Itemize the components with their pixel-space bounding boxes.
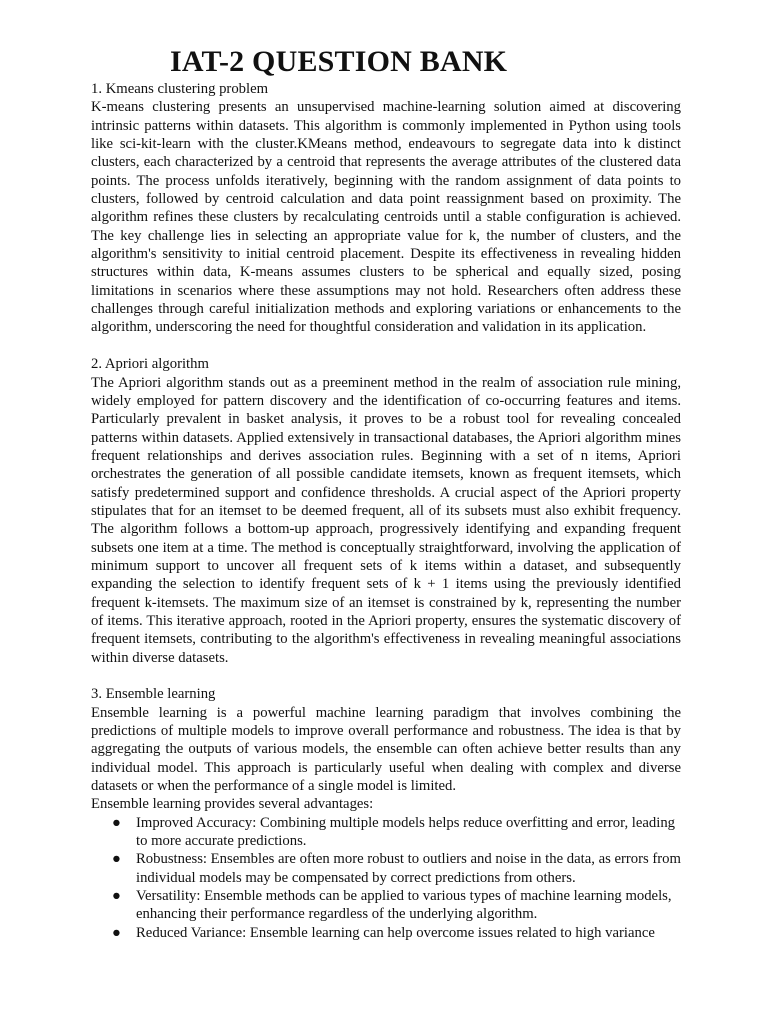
bullet-icon: ● bbox=[112, 851, 121, 868]
list-item bbox=[91, 850, 681, 887]
list-item bbox=[91, 887, 681, 924]
list-item bbox=[91, 924, 681, 942]
list-item-text: Robustness: Ensembles are often more robust to outliers and noise in the data, as errors from individual models may be compensated by correct predictions from others. bbox=[136, 851, 681, 886]
spacer bbox=[91, 337, 681, 355]
page-title: IAT-2 QUESTION BANK bbox=[170, 45, 508, 78]
list-item-text: Versatility: Ensemble methods can be applied to various types of machine learning models, enhancing their performance regardless of the underlying algorithm. bbox=[136, 888, 672, 923]
advantages-list bbox=[91, 814, 681, 942]
section-paragraph: Ensemble learning is a powerful machine learning paradigm that involves combining the predictions of multiple models to improve overall performance and robustness. The idea is that by aggregating the outputs of various models, the ensemble can often achieve better results than any individual model. This approach is particularly useful when dealing with complex and diverse datasets or when the performance of a single model is limited. bbox=[91, 704, 681, 795]
spacer bbox=[91, 667, 681, 685]
bullet-icon: ● bbox=[112, 814, 121, 831]
advantages-intro: Ensemble learning provides several advantages: bbox=[91, 796, 374, 813]
section-paragraph: K-means clustering presents an unsupervised machine-learning solution aimed at discovering intrinsic patterns within datasets. This algorithm is commonly implemented in Python using tools like sci-kit-learn with the cluster.KMeans method, endeavours to segregate data into k distinct clusters, each characterized by a centroid that represents the average attributes of the clustered data points. The process unfolds iteratively, beginning with the random assignment of data points to clusters, followed by centroid calculation and data point reassignment based on proximity. The algorithm refines these clusters by recalculating centroids until a stable configuration is achieved. The key challenge lies in selecting an appropriate value for k, the number of clusters, and the algorithm's sensitivity to initial centroid placement. Despite its effectiveness in revealing hidden structures within data, K-means assumes clusters to be spherical and equally sized, posing limitations in scenarios where these assumptions may not hold. Researchers often address these challenges through careful initialization methods and exploring variations or enhancements to the algorithm, underscoring the need for thoughtful consideration and validation in its application. bbox=[91, 99, 681, 336]
section-ensemble bbox=[91, 685, 681, 942]
section-kmeans bbox=[91, 80, 681, 337]
section-heading: 3. Ensemble learning bbox=[91, 686, 216, 703]
section-apriori bbox=[91, 355, 681, 667]
list-item bbox=[91, 814, 681, 851]
list-item-text: Reduced Variance: Ensemble learning can help overcome issues related to high variance bbox=[136, 924, 655, 941]
bullet-icon: ● bbox=[112, 924, 121, 941]
section-heading: 2. Apriori algorithm bbox=[91, 356, 209, 373]
section-heading: 1. Kmeans clustering problem bbox=[91, 81, 269, 97]
document-body bbox=[91, 80, 681, 942]
bullet-icon: ● bbox=[112, 888, 121, 905]
section-paragraph: The Apriori algorithm stands out as a preeminent method in the realm of association rule mining, widely employed for pattern discovery and the identification of co-occurring features and items. Particularly prevalent in basket analysis, it proves to be a robust tool for revealing concealed patterns within datasets. Applied extensively in transactional databases, the Apriori algorithm mines frequent relationships and derives association rules. Beginning with a set of n items, Apriori orchestrates the generation of all possible candidate itemsets, known as frequent itemsets, which satisfy predetermined support and confidence thresholds. A crucial aspect of the Apriori property stipulates that for an itemset to be deemed frequent, all of its subsets must also exhibit frequency. The algorithm follows a bottom-up approach, progressively identifying and expanding frequent subsets one item at a time. The method is conceptually straightforward, involving the application of minimum support to uncover all frequent sets of k items within a dataset, and subsequently expanding the selection to identify frequent sets of k + 1 items using the previously identified frequent k-itemsets. The maximum size of an itemset is constrained by k, representing the number of items. This iterative approach, rooted in the Apriori property, ensures the systematic discovery of frequent itemsets, contributing to the algorithm's effectiveness in revealing meaningful associations within diverse datasets. bbox=[91, 374, 681, 666]
list-item-text: Improved Accuracy: Combining multiple models helps reduce overfitting and error, leading to more accurate predictions. bbox=[136, 814, 676, 850]
